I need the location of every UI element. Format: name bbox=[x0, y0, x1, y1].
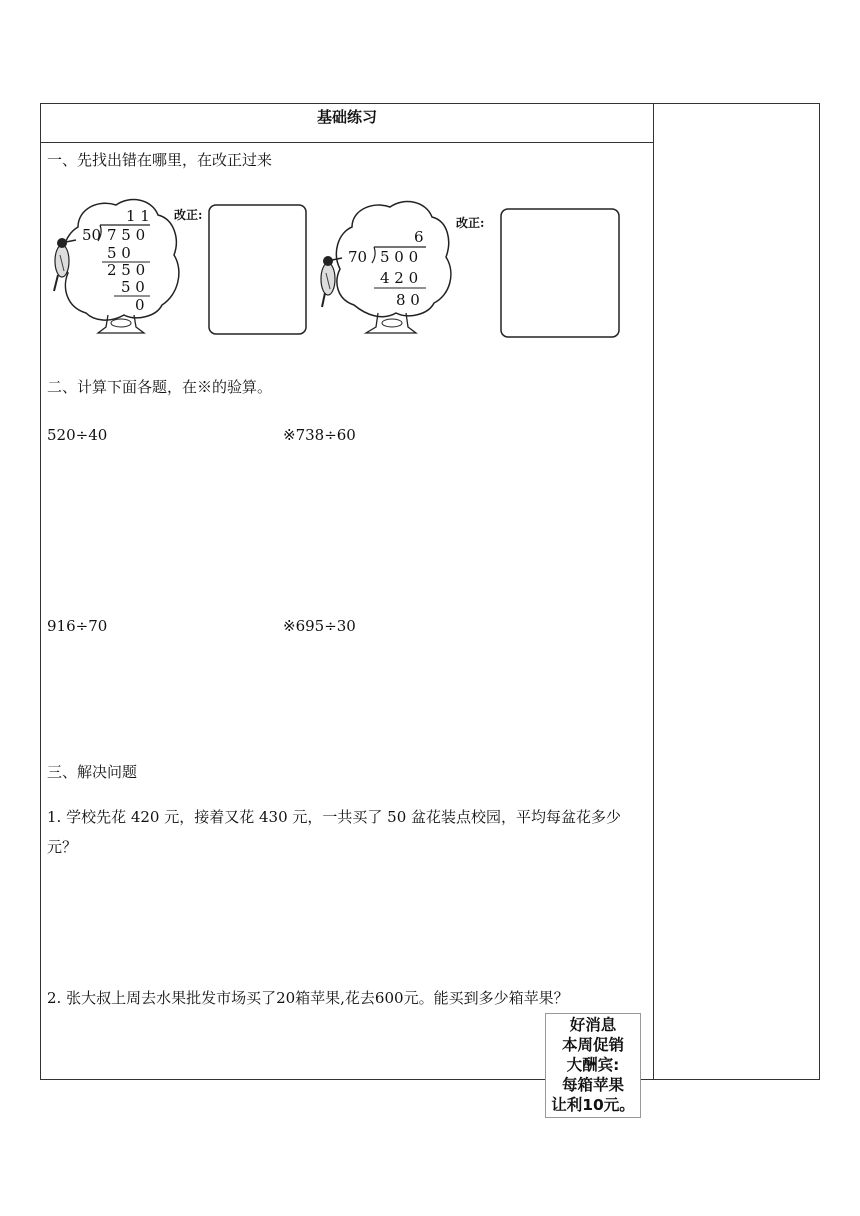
section3-heading: 三、解决问题 bbox=[47, 763, 138, 781]
calc-item-4: ※695÷30 bbox=[283, 617, 356, 635]
divisor-a: 50 bbox=[82, 226, 102, 244]
promo-line-1: 好消息 bbox=[569, 1016, 617, 1034]
section2-heading: 二、计算下面各题，在※的验算。 bbox=[47, 378, 273, 396]
promo-notice bbox=[545, 1013, 641, 1118]
divisor-b: 70 bbox=[348, 248, 368, 266]
promo-line-5: 让利10元。 bbox=[551, 1096, 635, 1114]
step3-a: 5 0 bbox=[121, 278, 145, 296]
error-problem-b bbox=[316, 195, 626, 340]
dividend-b: 5 0 0 bbox=[380, 248, 419, 266]
division-bracket bbox=[372, 247, 375, 263]
question-2: 2. 张大叔上周去水果批发市场买了20箱苹果,花去600元。能买到多少箱苹果？ bbox=[47, 989, 569, 1007]
step1-a: 5 0 bbox=[107, 244, 131, 262]
column-divider bbox=[653, 104, 654, 1079]
correction-box-b bbox=[501, 209, 619, 337]
question-1: 1. 学校先花 420 元，接着又花 430 元，一共买了 50 盆花装点校园，平均每盆花多少元？ bbox=[47, 808, 622, 856]
title-divider bbox=[41, 142, 653, 143]
promo-line-3: 大酬宾: bbox=[566, 1056, 620, 1074]
calc-item-2: ※738÷60 bbox=[283, 426, 356, 444]
trunk-ring bbox=[382, 319, 402, 327]
page-title: 基础练习 bbox=[316, 108, 377, 126]
correction-label-a: 改正: bbox=[174, 208, 203, 222]
step1-b: 4 2 0 bbox=[380, 269, 419, 287]
calc-item-1: 520÷40 bbox=[47, 426, 108, 444]
quotient-a: 1 1 bbox=[126, 207, 150, 225]
promo-line-4: 每箱苹果 bbox=[561, 1076, 624, 1094]
promo-line-2: 本周促销 bbox=[561, 1036, 624, 1054]
quotient-b: 6 bbox=[414, 228, 424, 246]
dividend-a: 7 5 0 bbox=[107, 226, 146, 244]
section1-heading: 一、先找出错在哪里，在改正过来 bbox=[47, 151, 273, 169]
correction-label-b: 改正: bbox=[456, 216, 485, 230]
calc-item-3: 916÷70 bbox=[47, 617, 108, 635]
remainder-b: 8 0 bbox=[396, 291, 420, 309]
error-problem-a bbox=[46, 195, 321, 340]
trunk-ring bbox=[111, 319, 131, 327]
correction-box-a bbox=[209, 205, 306, 334]
woodpecker-icon bbox=[321, 256, 342, 307]
remainder-a: 0 bbox=[135, 296, 145, 314]
step2-a: 2 5 0 bbox=[107, 261, 146, 279]
